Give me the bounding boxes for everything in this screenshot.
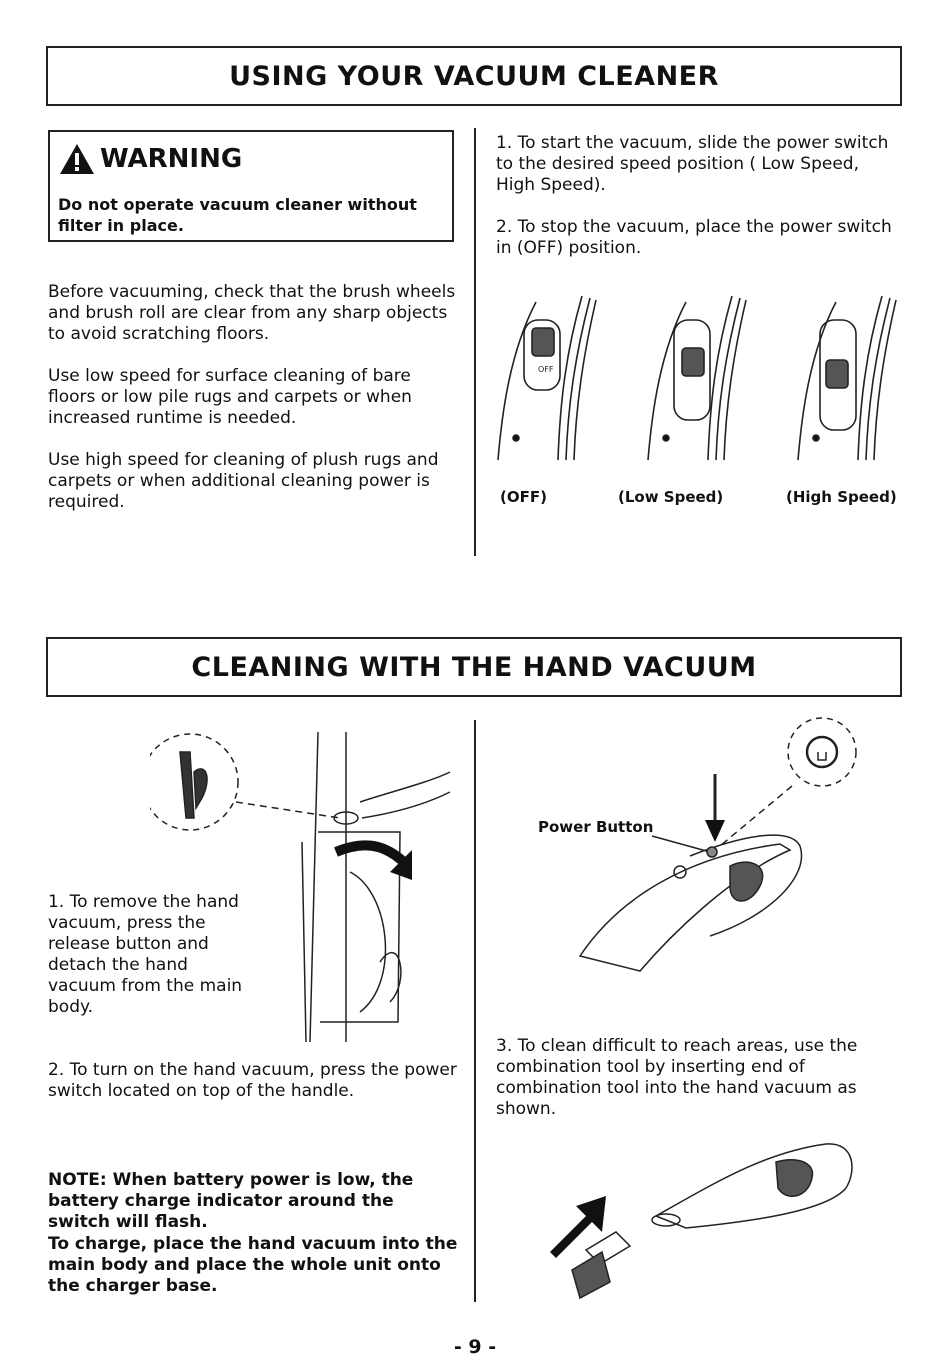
charge-instruction: To charge, place the hand vacuum into the main body and place the whole unit onto the charger base.	[48, 1234, 458, 1296]
warning-triangle-icon	[58, 142, 96, 176]
remove-hand-vacuum-step: 1. To remove the hand vacuum, press the release button and detach the hand vacuum from the main body.	[48, 892, 243, 1017]
section-header-using	[46, 46, 902, 106]
power-button-label: Power Button	[538, 818, 654, 836]
label-low-speed: (Low Speed)	[618, 488, 724, 506]
svg-text:OFF: OFF	[538, 365, 554, 374]
switch-high-illustration	[798, 296, 896, 460]
battery-note: NOTE: When battery power is low, the battery charge indicator around the switch will flash.	[48, 1170, 414, 1232]
turn-on-step: 2. To turn on the hand vacuum, press the power switch located on top of the handle.	[48, 1060, 457, 1101]
warning-text: Do not operate vacuum cleaner without filter in place.	[58, 195, 417, 235]
section-title-using: USING YOUR VACUUM CLEANER	[229, 60, 719, 92]
section-title-hand-vacuum: CLEANING WITH THE HAND VACUUM	[191, 651, 757, 683]
stop-instruction: 2. To stop the vacuum, place the power switch in (OFF) position.	[496, 217, 892, 258]
column-divider-top	[474, 128, 476, 556]
label-high-speed: (High Speed)	[786, 488, 897, 506]
warning-title: WARNING	[100, 144, 243, 174]
low-speed-paragraph: Use low speed for surface cleaning of bare floors or low pile rugs and carpets or when increased runtime is needed.	[48, 366, 412, 428]
page-number: - 9 -	[453, 1336, 497, 1358]
label-off: (OFF)	[500, 488, 547, 506]
switch-low-illustration	[648, 296, 746, 460]
section-header-hand-vacuum	[46, 637, 902, 697]
start-instruction: 1. To start the vacuum, slide the power switch to the desired speed position ( Low Speed, High Speed).	[496, 133, 889, 195]
column-divider-bottom	[474, 720, 476, 1302]
warning-box	[48, 130, 454, 242]
combination-tool-step: 3. To clean difficult to reach areas, use the combination tool by inserting end of combination tool into the hand vacuum as shown.	[496, 1036, 858, 1119]
high-speed-paragraph: Use high speed for cleaning of plush rugs and carpets or when additional cleaning power is required.	[48, 450, 439, 512]
warning-heading	[58, 142, 242, 176]
speed-switch-illustrations	[496, 292, 906, 464]
combination-tool-illustration	[546, 1132, 866, 1312]
switch-off-illustration	[498, 296, 596, 460]
power-button-illustration	[560, 716, 860, 986]
brush-check-paragraph: Before vacuuming, check that the brush wheels and brush roll are clear from any sharp objects to avoid scratching floors.	[48, 282, 456, 344]
